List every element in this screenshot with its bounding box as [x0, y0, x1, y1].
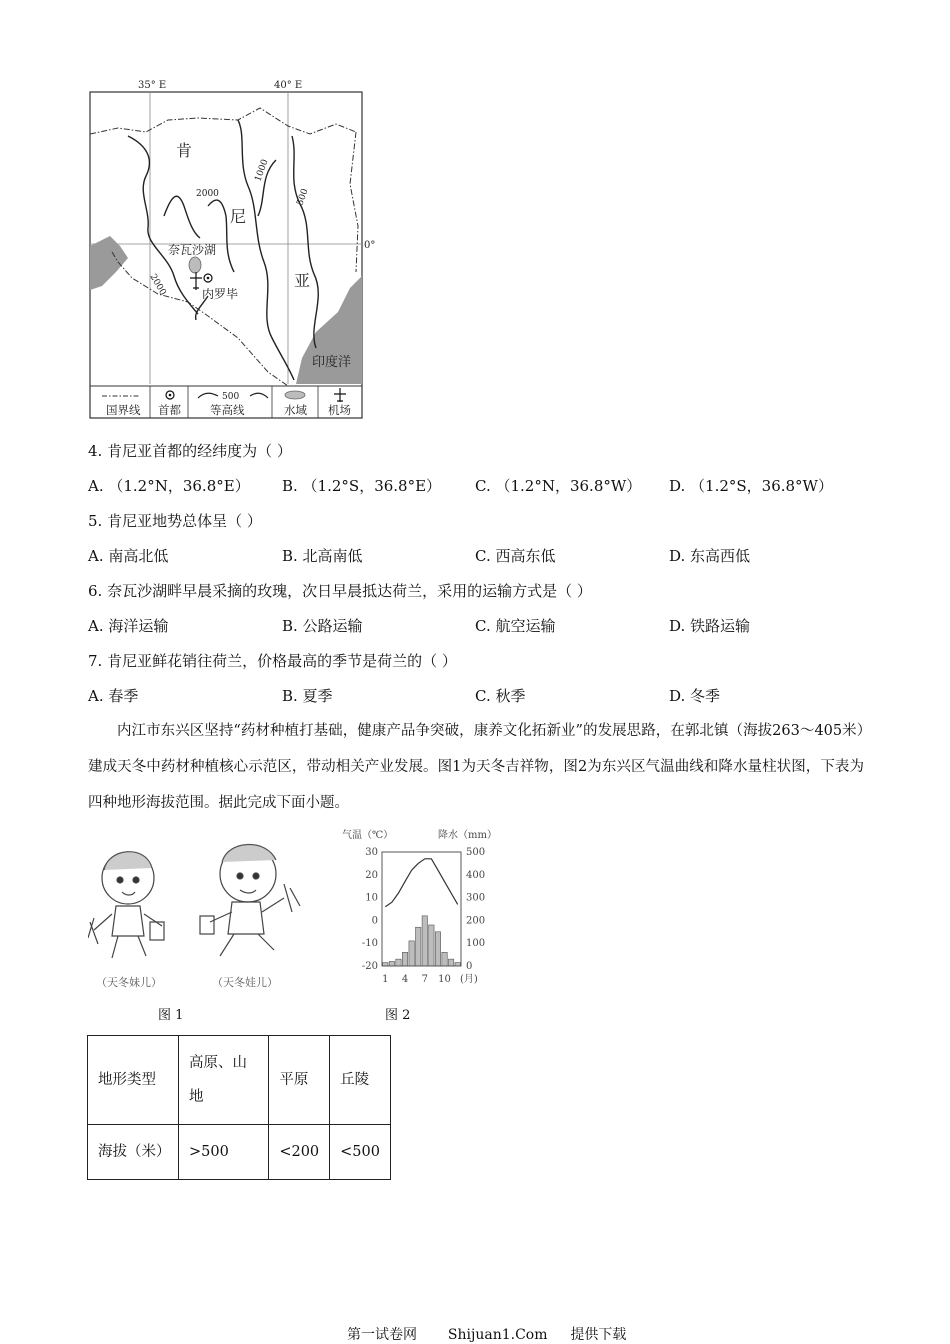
table-row	[88, 1125, 391, 1180]
question-7: 7. 肯尼亚鲜花销往荷兰，价格最高的季节是荷兰的（ ）	[88, 652, 457, 670]
mascot-boy	[200, 844, 300, 956]
terrain-table	[87, 1035, 391, 1180]
question-4-option-b[interactable]: B. （1.2°S，36.8°E）	[282, 477, 442, 495]
question-6-option-b[interactable]: B. 公路运输	[282, 617, 363, 635]
table-header-cell: 平原	[269, 1036, 330, 1125]
temperature-tick-label: -20	[361, 961, 378, 972]
lat-label-0: 0°	[364, 240, 376, 251]
mascot-boy-label: （天冬娃儿）	[212, 976, 278, 989]
country-char-3: 亚	[294, 271, 311, 290]
legend-airport-icon	[334, 388, 346, 402]
temperature-line	[385, 859, 457, 907]
lon-label-40: 40° E	[274, 80, 303, 91]
legend-capital-icon	[166, 391, 174, 399]
precipitation-tick-label: 400	[466, 869, 486, 881]
precipitation-axis-label: 降水（mm）	[438, 830, 497, 841]
table-header-cell: 丘陵	[330, 1036, 391, 1125]
footer	[347, 1324, 626, 1344]
legend-contour-label: 等高线	[210, 403, 245, 417]
country-char-2: 尼	[230, 207, 247, 226]
precipitation-bar	[422, 916, 427, 966]
ocean-label: 印度洋	[312, 355, 352, 370]
airport-icon	[190, 272, 202, 290]
month-tick-label: 4	[401, 974, 409, 985]
precipitation-bar	[409, 941, 414, 966]
precipitation-tick-label: 0	[466, 961, 473, 972]
table-row-label: 海拔（米）	[88, 1125, 179, 1180]
question-7-option-c[interactable]: C. 秋季	[475, 687, 526, 705]
question-6-option-a[interactable]: A. 海洋运输	[88, 617, 169, 635]
precipitation-bar	[429, 925, 434, 966]
mascot-girl	[88, 852, 164, 958]
contour-label-500: 500	[295, 187, 311, 208]
kenya-map	[88, 76, 378, 421]
legend-border-label: 国界线	[106, 403, 141, 417]
precipitation-bar	[416, 927, 421, 966]
figure-2-caption: 图 2	[385, 1008, 411, 1023]
legend-water-symbol	[285, 391, 305, 399]
question-5-option-d[interactable]: D. 东高西低	[669, 547, 751, 565]
temperature-axis-label: 气温（℃）	[342, 830, 394, 841]
precipitation-bar	[435, 932, 440, 966]
figure-1-mascots	[88, 826, 310, 996]
contour-label-2000b: 2000	[147, 272, 168, 298]
question-6: 6. 奈瓦沙湖畔早晨采摘的玫瑰，次日早晨抵达荷兰，采用的运输方式是（ ）	[88, 582, 592, 600]
precipitation-tick-label: 300	[466, 892, 486, 904]
context-paragraph: 内江市东兴区坚持“药材种植打基础，健康产品争突破，康养文化拓新业”的发展思路，在郭北镇（海拔263～405米）建成天冬中药材种植核心示范区，带动相关产业发展。图1为天冬吉祥物，图2为东兴区气温曲线和降水量柱状图，下表为四种地形海拔范围。据此完成下面小题。	[88, 723, 864, 811]
temperature-tick-label: 20	[365, 869, 378, 881]
capital-icon	[204, 274, 212, 282]
question-4-option-a[interactable]: A. （1.2°N，36.8°E）	[88, 477, 250, 495]
contour-label-2000a: 2000	[196, 189, 219, 199]
month-tick-label: 10	[438, 974, 451, 985]
precipitation-tick-label: 100	[466, 938, 486, 950]
table-cell: <200	[269, 1125, 330, 1180]
question-6-option-c[interactable]: C. 航空运输	[475, 617, 556, 635]
mascot-girl-label: （天冬妹儿）	[96, 976, 162, 989]
table-header-cell: 地形类型	[88, 1036, 179, 1125]
precipitation-bar	[383, 963, 388, 966]
table-cell: <500	[330, 1125, 391, 1180]
question-4: 4. 肯尼亚首都的经纬度为（ ）	[88, 442, 292, 460]
lake-label: 奈瓦沙湖	[168, 243, 217, 257]
question-4-option-c[interactable]: C. （1.2°N，36.8°W）	[475, 477, 642, 495]
precipitation-tick-label: 200	[466, 915, 486, 927]
precipitation-tick-label: 500	[466, 847, 486, 858]
legend-contour-value: 500	[222, 392, 240, 402]
contour-label-1000: 1000	[253, 158, 271, 184]
table-header-cell: 高原、山地	[179, 1036, 269, 1125]
footer-site-name: 第一试卷网	[347, 1327, 417, 1343]
figure-1-caption: 图 1	[158, 1008, 184, 1023]
temperature-tick-label: -10	[361, 938, 378, 950]
precipitation-bar	[455, 963, 460, 966]
footer-download-text: 提供下载	[570, 1327, 627, 1343]
question-5: 5. 肯尼亚地势总体呈（ ）	[88, 512, 262, 530]
question-7-option-d[interactable]: D. 冬季	[669, 687, 721, 705]
month-tick-label: 1	[382, 974, 389, 985]
legend-airport-label: 机场	[328, 403, 351, 417]
precipitation-bar	[389, 961, 394, 966]
legend-capital-label: 首都	[158, 403, 181, 417]
precipitation-bar	[448, 959, 453, 966]
temperature-tick-label: 10	[365, 892, 378, 904]
figure-2-climate-chart	[340, 826, 510, 996]
legend-water-label: 水域	[284, 403, 307, 417]
lake-naivasha	[189, 257, 201, 273]
temperature-tick-label: 30	[365, 847, 378, 858]
question-5-option-a[interactable]: A. 南高北低	[88, 547, 169, 565]
precipitation-bar	[396, 959, 401, 966]
question-6-option-d[interactable]: D. 铁路运输	[669, 617, 751, 635]
lon-label-35: 35° E	[138, 80, 167, 91]
capital-label: 内罗毕	[202, 287, 239, 301]
x-axis-unit: (月)	[460, 974, 478, 985]
temperature-tick-label: 0	[371, 915, 378, 927]
question-4-option-d[interactable]: D. （1.2°S，36.8°W）	[669, 477, 833, 495]
question-5-option-c[interactable]: C. 西高东低	[475, 547, 556, 565]
country-char-1: 肯	[176, 141, 193, 160]
question-7-option-a[interactable]: A. 春季	[88, 687, 139, 705]
question-7-option-b[interactable]: B. 夏季	[282, 687, 333, 705]
table-cell: >500	[179, 1125, 269, 1180]
precipitation-bar	[402, 952, 407, 966]
question-5-option-b[interactable]: B. 北高南低	[282, 547, 363, 565]
month-tick-label: 7	[421, 974, 428, 985]
table-header-row	[88, 1036, 391, 1125]
footer-site-link[interactable]: Shijuan1.Com	[447, 1327, 548, 1343]
precipitation-bar	[442, 952, 447, 966]
